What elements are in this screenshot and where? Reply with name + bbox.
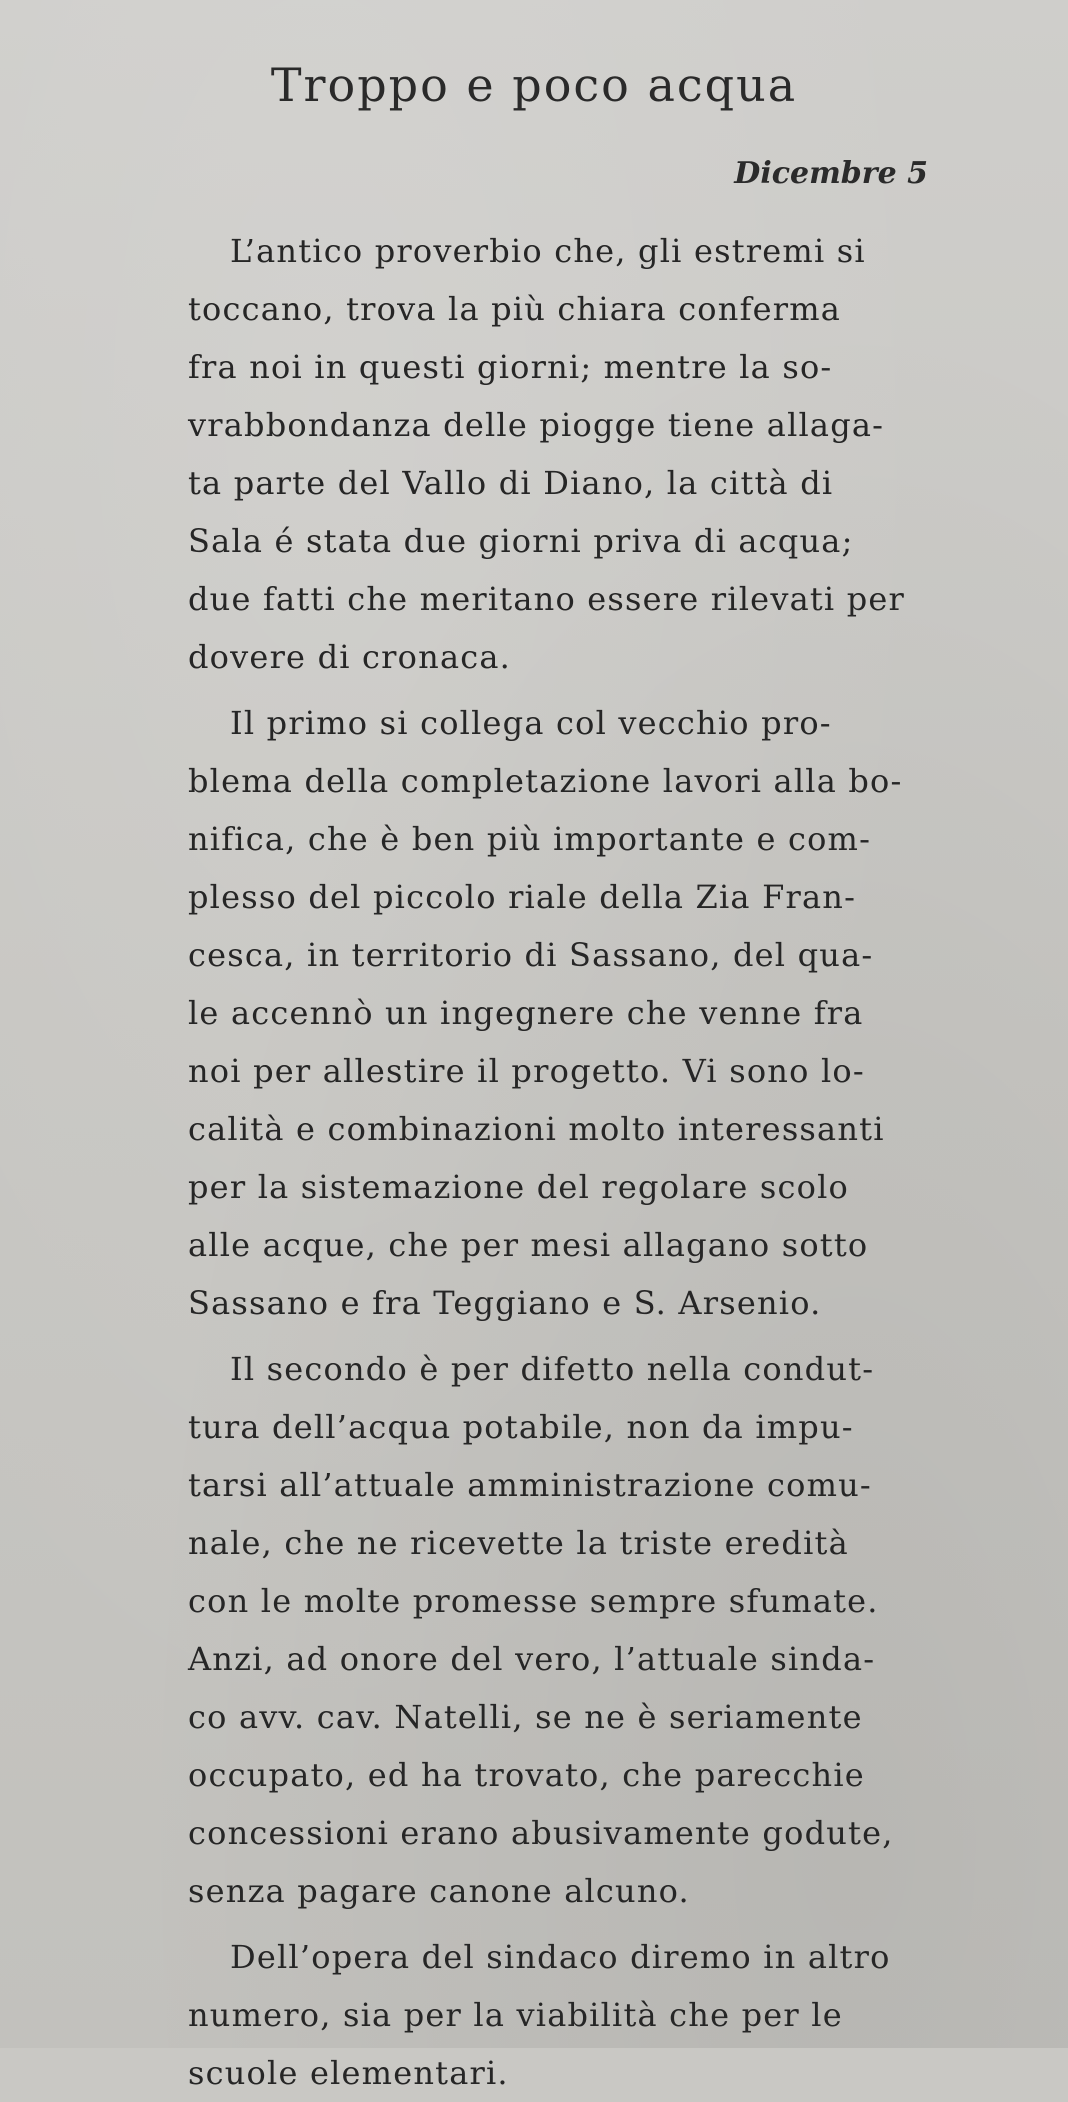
text-line: plesso del piccolo riale della Zia Fran- <box>188 878 857 916</box>
text-line: vrabbondanza delle piogge tiene allaga- <box>188 406 885 444</box>
article-body <box>188 222 1028 2102</box>
text-line: con le molte promesse sempre sfumate. <box>188 1582 879 1620</box>
text-line: senza pagare canone alcuno. <box>188 1872 690 1910</box>
paragraph-4 <box>188 1928 1028 2102</box>
text-line: le accennò un ingegnere che venne fra <box>188 994 864 1032</box>
paragraph-2 <box>188 694 1028 1332</box>
text-line: Sala é stata due giorni priva di acqua; <box>188 522 854 560</box>
text-line: calità e combinazioni molto interessanti <box>188 1110 885 1148</box>
text-line: cesca, in territorio di Sassano, del qua- <box>188 936 874 974</box>
text-line: tura dell’acqua potabile, non da impu- <box>188 1408 854 1446</box>
text-line: alle acque, che per mesi allagano sotto <box>188 1226 869 1264</box>
text-line: toccano, trova la più chiara conferma <box>188 290 842 328</box>
text-line: blema della completazione lavori alla bo- <box>188 762 903 800</box>
paragraph-1 <box>188 222 1028 686</box>
text-line: numero, sia per la viabilità che per le <box>188 1996 843 2034</box>
article-date: Dicembre 5 <box>734 156 928 191</box>
text-line: nale, che ne ricevette la triste eredità <box>188 1524 849 1562</box>
text-line: noi per allestire il progetto. Vi sono lo- <box>188 1052 865 1090</box>
text-line: dovere di cronaca. <box>188 638 512 676</box>
text-line: Il primo si collega col vecchio pro- <box>230 704 832 742</box>
text-line: Il secondo è per difetto nella condut- <box>230 1350 875 1388</box>
text-line: occupato, ed ha trovato, che parecchie <box>188 1756 865 1794</box>
text-line: Sassano e fra Teggiano e S. Arsenio. <box>188 1284 822 1322</box>
text-line: tarsi all’attuale amministrazione comu- <box>188 1466 872 1504</box>
text-line: Dell’opera del sindaco diremo in altro <box>230 1938 891 1976</box>
text-line: nifica, che è ben più importante e com- <box>188 820 872 858</box>
text-line: L’antico proverbio che, gli estremi si <box>230 232 866 270</box>
text-line: scuole elementari. <box>188 2054 509 2092</box>
text-line: ta parte del Vallo di Diano, la città di <box>188 464 834 502</box>
text-line: Anzi, ad onore del vero, l’attuale sinda- <box>188 1640 876 1678</box>
article-title: Troppo e poco acqua <box>270 58 798 112</box>
text-line: per la sistemazione del regolare scolo <box>188 1168 849 1206</box>
paragraph-3 <box>188 1340 1028 1920</box>
text-line: due fatti che meritano essere rilevati per <box>188 580 906 618</box>
text-line: co avv. cav. Natelli, se ne è seriamente <box>188 1698 863 1736</box>
text-line: concessioni erano abusivamente godute, <box>188 1814 894 1852</box>
text-line: fra noi in questi giorni; mentre la so- <box>188 348 833 386</box>
